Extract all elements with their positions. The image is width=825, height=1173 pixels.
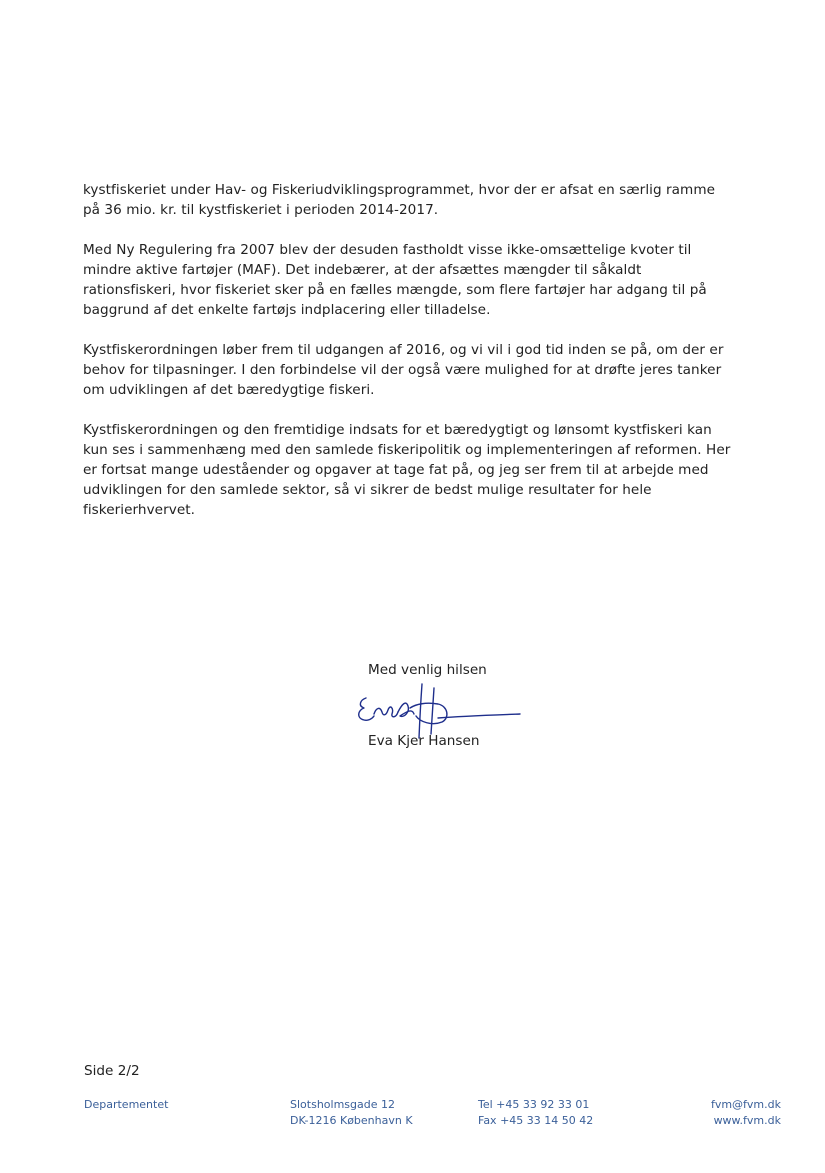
fax-number: Fax +45 33 14 50 42 [478,1114,594,1127]
text-line: mindre aktive fartøjer (MAF). Det indebærer, at der afsættes mængder til såkaldt [83,262,642,278]
text-line: rationsfiskeri, hvor fiskeriet sker på en fælles mængde, som flere fartøjer har adgang til på [83,282,707,298]
phone-number: Tel +45 33 92 33 01 [478,1098,590,1111]
text-line: behov for tilpasninger. I den forbindelse vil der også være mulighed for at drøfte jeres tanker [83,362,722,378]
text-line: om udviklingen af det bæredygtige fiskeri. [83,382,375,398]
text-line: Kystfiskerordningen løber frem til udgangen af 2016, og vi vil i god tid inden se på, om der er [83,342,724,358]
footer-contact [711,1097,781,1129]
paragraph-2 [83,240,763,320]
text-line: fiskerierhvervet. [83,502,195,518]
address-street: Slotsholmsgade 12 [290,1098,395,1111]
text-line: kun ses i sammenhæng med den samlede fiskeripolitik og implementeringen af reformen. Her [83,442,731,458]
footer-phone [478,1097,593,1129]
paragraph-1 [83,180,763,220]
text-line: er fortsat mange udeståender og opgaver at tage fat på, og jeg ser frem til at arbejde med [83,462,709,478]
paragraph-4 [83,420,763,520]
letter-body [83,180,763,540]
department-name: Departementet [84,1098,169,1111]
text-line: Med Ny Regulering fra 2007 blev der desuden fastholdt visse ikke-omsættelige kvoter til [83,242,692,258]
email-link[interactable]: fvm@fvm.dk [710,1098,781,1111]
footer-address [290,1097,413,1129]
closing-salutation: Med venlig hilsen [368,662,487,678]
page-number: Side 2/2 [84,1063,140,1079]
address-city: DK-1216 København K [290,1114,413,1127]
paragraph-3 [83,340,763,400]
text-line: udviklingen for den samlede sektor, så vi sikrer de bedst mulige resultater for hele [83,482,652,498]
text-line: Kystfiskerordningen og den fremtidige indsats for et bæredygtigt og lønsomt kystfiskeri kan [83,422,712,438]
signer-name: Eva Kjer Hansen [368,733,480,749]
text-line: på 36 mio. kr. til kystfiskeriet i perioden 2014-2017. [83,202,439,218]
website-link[interactable]: www.fvm.dk [713,1114,781,1127]
text-line: baggrund af det enkelte fartøjs indplacering eller tilladelse. [83,302,491,318]
footer-department [84,1097,168,1113]
text-line: kystfiskeriet under Hav- og Fiskeriudviklingsprogrammet, hvor der er afsat en særlig ramme [83,182,716,198]
